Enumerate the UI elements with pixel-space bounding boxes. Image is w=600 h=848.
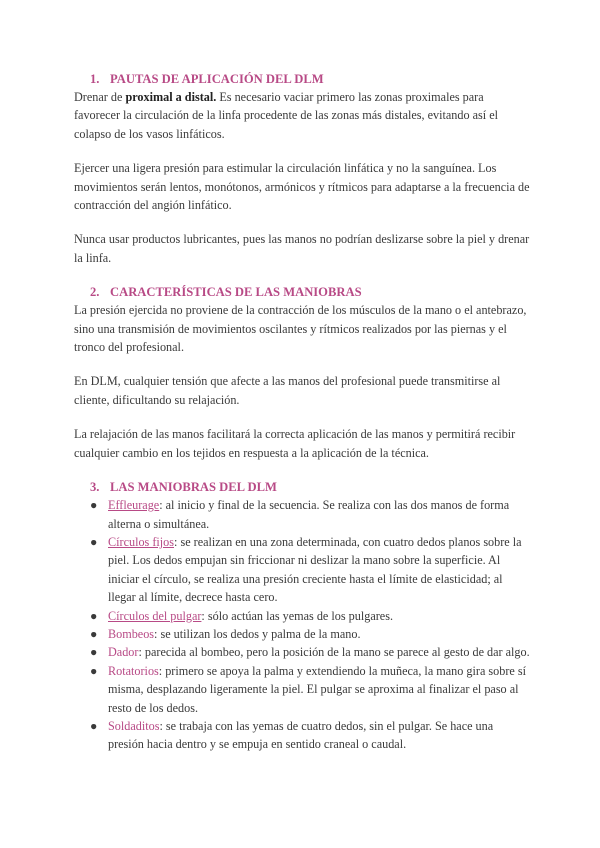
list-item [74, 496, 532, 533]
section-1-number: 1. [90, 72, 100, 86]
list-item [74, 643, 532, 661]
bullet-icon: ● [90, 663, 98, 678]
section-2-paragraph-2: En DLM, cualquier tensión que afecte a las manos del profesional puede transmitirse al cliente, dificultando su relajación. [74, 374, 501, 407]
section-2-title: CARACTERÍSTICAS DE LAS MANIOBRAS [110, 285, 362, 300]
term-bombeos: Bombeos [108, 626, 155, 641]
section-2-heading [74, 283, 532, 301]
section-2-paragraph-3: La relajación de las manos facilitará la correcta aplicación de las manos y permitirá recibir cualquier cambio en los tejidos en respuesta a la aplicación de la técnica. [74, 427, 516, 460]
bullet-icon: ● [90, 608, 98, 623]
p1-rest: Es necesario vaciar primero las zonas proximales para favorecer la circulación de la linfa procedente de las zonas más distales, evitando así el colapso de los vasos linfáticos. [74, 90, 499, 141]
bullet-icon: ● [90, 534, 98, 549]
list-item [74, 533, 532, 607]
term-effleurage: Effleurage [108, 498, 160, 513]
maneuvers-list [74, 496, 532, 754]
p1-prefix: Drenar de [74, 90, 126, 104]
section-3-heading [74, 478, 532, 496]
list-item [74, 607, 532, 625]
list-item-text: : primero se apoya la palma y extendiendo la muñeca, la mano gira sobre sí misma, desplazando ligeramente la piel. El pulgar se aproxima al finalizar el paso al resto de los dedos. [108, 663, 526, 715]
term-circulos-pulgar: Círculos del pulgar [108, 608, 202, 623]
list-item-text: : se realizan en una zona determinada, con cuatro dedos planos sobre la piel. Los dedos empujan sin friccionar ni deslizar la mano sobre la superficie. Al iniciar el círculo, se realiza una presión creciente hasta el límite de elasticidad; al llegar al límite, decrece hasta cero. [108, 534, 522, 605]
term-dador: Dador [108, 645, 139, 660]
bullet-icon: ● [90, 645, 98, 660]
list-item-text: : se trabaja con las yemas de cuatro dedos, sin el pulgar. Se hace una presión hacia dentro y se empuja en sentido craneal o caudal. [108, 718, 494, 752]
list-item-text: : al inicio y final de la secuencia. Se realiza con las dos manos de forma alterna o simultánea. [108, 498, 510, 531]
list-item-text: : sólo actúan las yemas de los pulgares. [201, 608, 393, 623]
document-content [74, 70, 532, 754]
p1-bold: proximal a distal. [125, 90, 217, 104]
section-2-paragraph-1: La presión ejercida no proviene de la contracción de los músculos de la mano o el antebrazo, sino una transmisión de movimientos oscilantes y rítmicos realizados por las piernas y el tronco del profesional. [74, 303, 527, 355]
list-item-text: : parecida al bombeo, pero la posición de la mano se parece al gesto de dar algo. [138, 645, 530, 660]
bullet-icon: ● [90, 498, 98, 513]
bullet-icon: ● [90, 626, 98, 641]
term-rotatorios: Rotatorios [108, 663, 159, 678]
list-item [74, 662, 532, 717]
bullet-icon: ● [90, 718, 98, 733]
section-1-heading [74, 70, 532, 88]
section-1-title: PAUTAS DE APLICACIÓN DEL DLM [110, 72, 324, 86]
list-item [74, 717, 532, 754]
section-1-paragraph-2: Ejercer una ligera presión para estimular la circulación linfática y no la sanguínea. Los movimientos serán lentos, monótonos, armónicos y rítmicos para adaptarse a la frecuencia de contracción del angión linfático. [74, 161, 530, 213]
term-soldaditos: Soldaditos [108, 718, 160, 733]
list-item-text: : se utilizan los dedos y palma de la mano. [154, 626, 361, 641]
section-1-paragraph-1 [74, 88, 532, 143]
term-circulos-fijos: Círculos fijos [108, 534, 175, 549]
list-item [74, 625, 532, 643]
section-3-title: LAS MANIOBRAS DEL DLM [110, 480, 277, 495]
section-2-number: 2. [90, 285, 100, 300]
section-1-paragraph-3: Nunca usar productos lubricantes, pues las manos no podrían deslizarse sobre la piel y drenar la linfa. [74, 232, 530, 265]
section-3-number: 3. [90, 480, 100, 495]
